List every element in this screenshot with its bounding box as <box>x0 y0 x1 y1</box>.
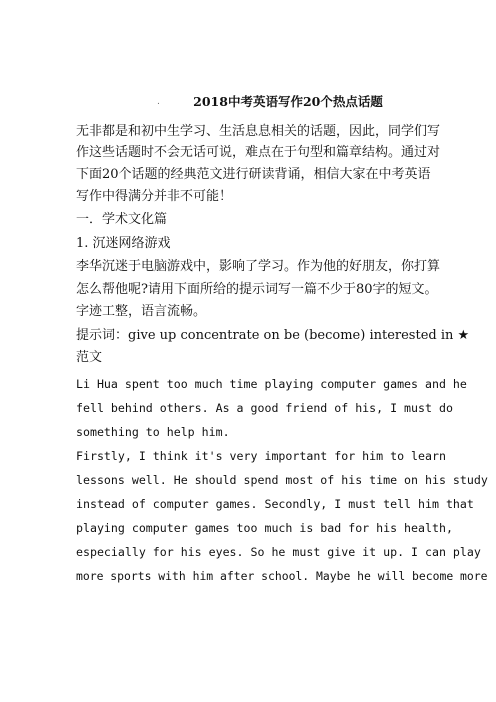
prompt-line: 怎么帮他呢?请用下面所给的提示词写一篇不少于80字的短文。 <box>76 282 438 297</box>
star-icon: ★ <box>457 328 470 343</box>
intro-line: 作这些话题时不会无话可说，难点在于句型和篇章结构。通过对 <box>76 145 441 160</box>
essay-line: lessons well. He should spend most of his time on his study <box>76 473 488 487</box>
section-heading: 一．学术文化篇 <box>76 212 168 227</box>
essay-line: Li Hua spent too much time playing computer games and he <box>76 377 467 391</box>
essay-line: fell behind others. As a good friend of his, I must do <box>76 401 453 415</box>
intro-line: 写作中得满分并非不可能！ <box>76 189 233 204</box>
essay-line: something to help him. <box>76 425 230 439</box>
page-title: 2018中考英语写作20个热点话题 <box>193 94 383 109</box>
essay-line: more sports with him after school. Maybe he will become more <box>76 569 488 583</box>
page-marker: . <box>157 97 160 107</box>
topic-heading: 1. 沉迷网络游戏 <box>76 236 171 251</box>
essay-line: Firstly, I think it's very important for him to learn <box>76 449 446 463</box>
sample-label: 范文 <box>76 350 103 365</box>
intro-line: 下面20个话题的经典范文进行研读背诵，相信大家在中考英语 <box>76 167 431 182</box>
intro-line: 无非都是和初中生学习、生活息息相关的话题，因此，同学们写 <box>76 124 441 139</box>
essay-line: especially for his eyes. So he must give it up. I can play <box>76 545 481 559</box>
prompt-line: 李华沉迷于电脑游戏中，影响了学习。作为他的好朋友，你打算 <box>76 259 441 274</box>
hints-text: 提示词：give up concentrate on be (become) interested in <box>76 328 458 343</box>
hints-line <box>76 328 469 344</box>
prompt-line: 字迹工整，语言流畅。 <box>76 304 207 319</box>
essay-line: playing computer games too much is bad for his health, <box>76 521 453 535</box>
essay-line: instead of computer games. Secondly, I must tell him that <box>76 497 474 511</box>
